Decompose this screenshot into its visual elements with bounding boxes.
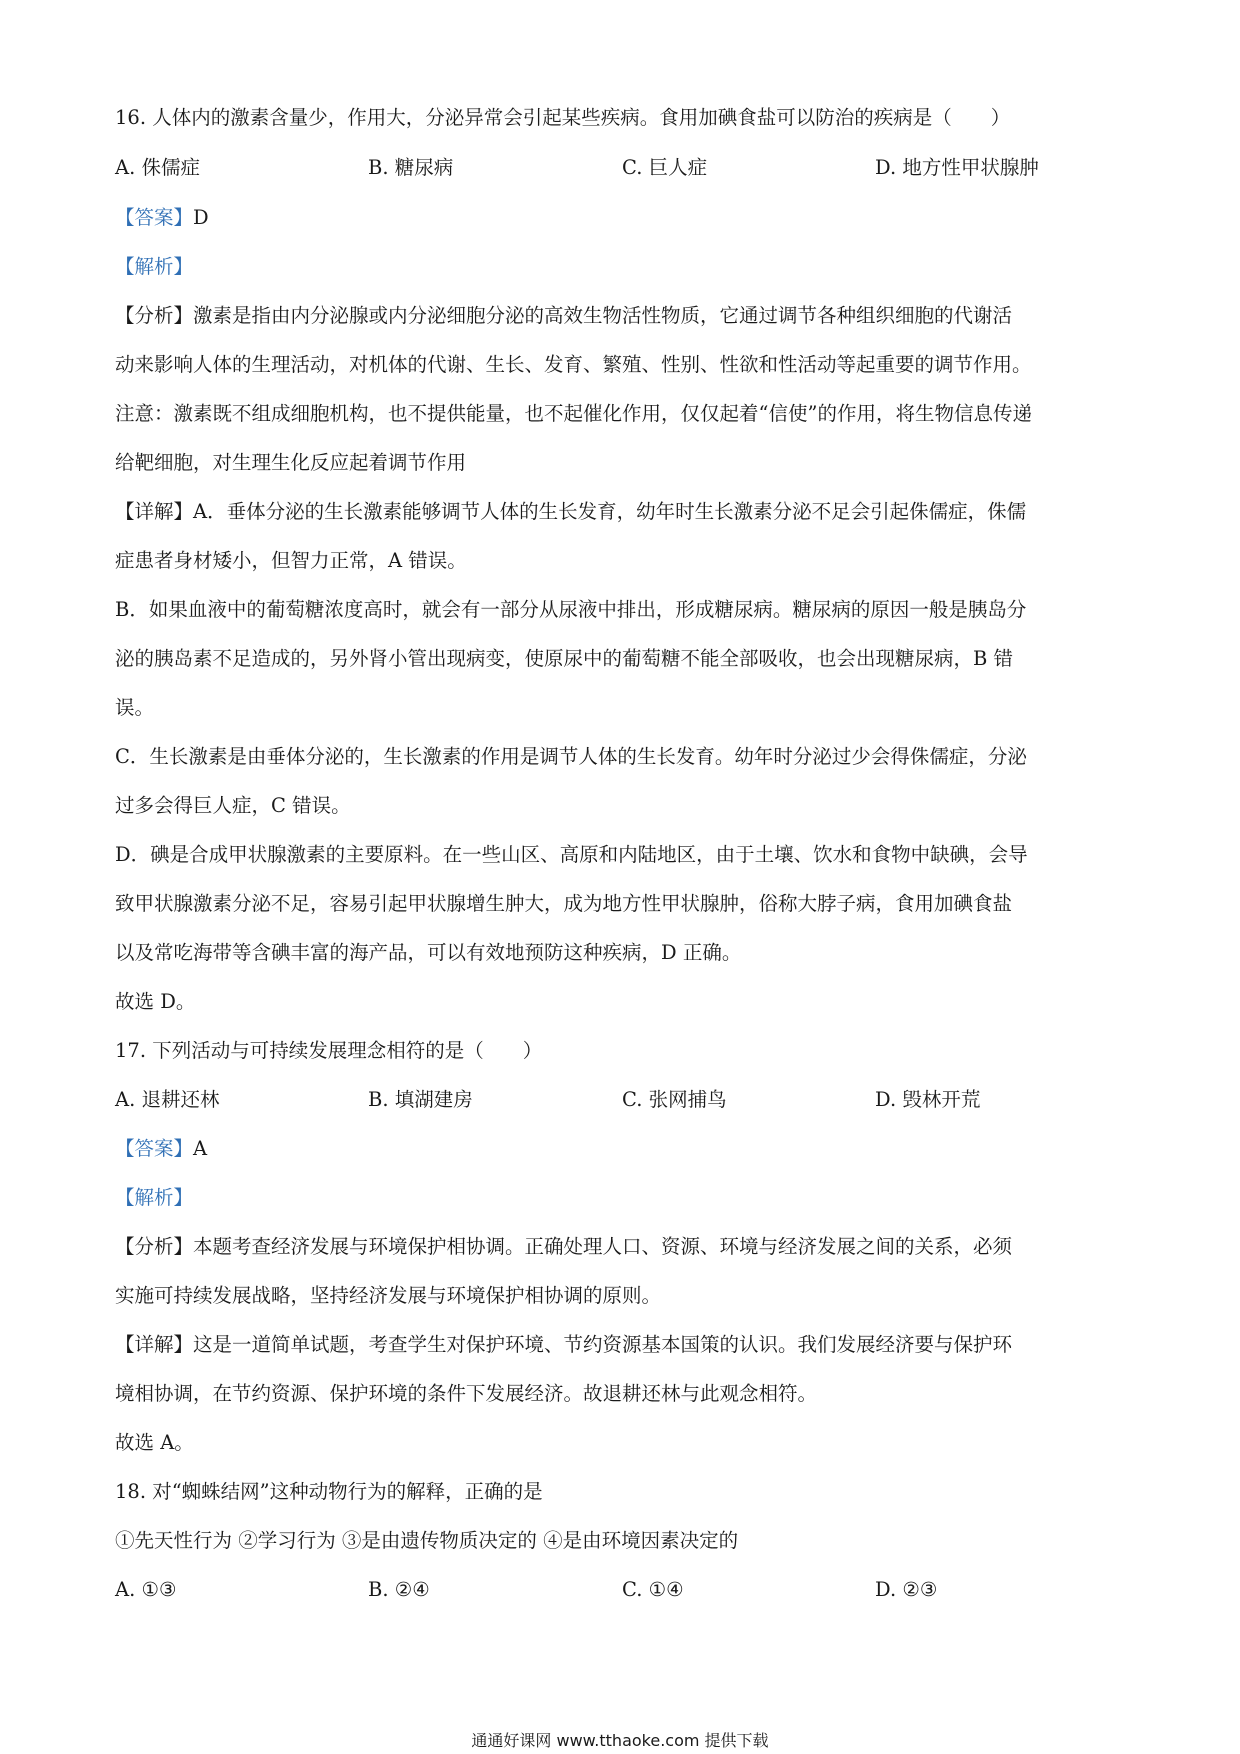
q16-option-b: B. 糖尿病 <box>368 156 454 179</box>
q16-answer-value: D <box>193 206 209 229</box>
q17-answer-value: A <box>193 1137 208 1160</box>
q18-option-a: A. ①③ <box>115 1578 177 1601</box>
q17-fenxi-text: 本题考查经济发展与环境保护相协调。正确处理人口、资源、环境与经济发展之间的关系，必须 <box>193 1235 1013 1258</box>
page-footer: 通通好课网 www.tthaoke.com 提供下载 <box>471 1731 769 1750</box>
fenxi-label: 【分析】 <box>115 304 194 327</box>
detail-label: 【详解】 <box>115 500 194 523</box>
q16-fenxi-line-1 <box>115 303 1012 329</box>
q16-option-a: A. 侏儒症 <box>115 156 200 179</box>
q17-analysis-heading <box>115 1185 193 1211</box>
q16-fenxi-line-3: 注意：激素既不组成细胞机构，也不提供能量，也不起催化作用，仅仅起着“信使”的作用，将生物信息传递 <box>115 402 1032 425</box>
q16-fenxi-line-4: 给靶细胞，对生理生化反应起着调节作用 <box>115 451 467 474</box>
q16-detail-line-5: 误。 <box>115 696 155 719</box>
answer-label: 【答案】 <box>115 206 194 229</box>
q16-detail-text: A．垂体分泌的生长激素能够调节人体的生长发育，幼年时生长激素分泌不足会引起侏儒症，侏儒 <box>193 500 1027 523</box>
q17-detail-line-2: 境相协调，在节约资源、保护环境的条件下发展经济。故退耕还林与此观念相符。 <box>115 1382 818 1405</box>
q17-option-a: A. 退耕还林 <box>115 1088 220 1111</box>
q17-answer <box>115 1136 207 1162</box>
q16-detail-line-9: 致甲状腺激素分泌不足，容易引起甲状腺增生肿大，成为地方性甲状腺肿，俗称大脖子病，食用加碘食盐 <box>115 892 1013 915</box>
q17-detail-text: 这是一道简单试题，考查学生对保护环境、节约资源基本国策的认识。我们发展经济要与保护环 <box>193 1333 1013 1356</box>
q16-fenxi-line-2: 动来影响人体的生理活动，对机体的代谢、生长、发育、繁殖、性别、性欲和性活动等起重要的调节作用。 <box>115 353 1032 376</box>
q16-option-d: D. 地方性甲状腺肿 <box>875 156 1039 179</box>
q17-detail-line-1 <box>115 1332 1012 1358</box>
q16-detail-line-1 <box>115 499 1026 525</box>
q17-conclusion: 故选 A。 <box>115 1431 194 1454</box>
q18-option-c: C. ①④ <box>622 1578 684 1601</box>
q16-detail-line-4: 泌的胰岛素不足造成的，另外肾小管出现病变，使原尿中的葡萄糖不能全部吸收，也会出现糖尿病，B 错 <box>115 647 1014 670</box>
q17-option-d: D. 毁林开荒 <box>875 1088 981 1111</box>
q17-option-b: B. 填湖建房 <box>368 1088 473 1111</box>
q16-stem: 16. 人体内的激素含量少，作用大，分泌异常会引起某些疾病。食用加碘食盐可以防治的疾病是（ ） <box>115 106 1011 129</box>
analysis-label: 【解析】 <box>115 1186 194 1209</box>
fenxi-label: 【分析】 <box>115 1235 194 1258</box>
q18-option-b: B. ②④ <box>368 1578 430 1601</box>
q16-conclusion: 故选 D。 <box>115 990 196 1013</box>
q16-detail-line-8: D．碘是合成甲状腺激素的主要原料。在一些山区、高原和内陆地区，由于土壤、饮水和食物中缺碘，会导 <box>115 843 1028 866</box>
q17-option-c: C. 张网捕鸟 <box>622 1088 727 1111</box>
q18-stem: 18. 对“蜘蛛结网”这种动物行为的解释，正确的是 <box>115 1480 543 1503</box>
answer-label: 【答案】 <box>115 1137 194 1160</box>
q16-answer <box>115 205 209 231</box>
q18-option-d: D. ②③ <box>875 1578 938 1601</box>
q17-fenxi-line-2: 实施可持续发展战略，坚持经济发展与环境保护相协调的原则。 <box>115 1284 662 1307</box>
q16-detail-line-3: B．如果血液中的葡萄糖浓度高时，就会有一部分从尿液中排出，形成糖尿病。糖尿病的原因一般是胰岛分 <box>115 598 1027 621</box>
q16-option-c: C. 巨人症 <box>622 156 708 179</box>
q17-fenxi-line-1 <box>115 1234 1012 1260</box>
q16-detail-line-6: C．生长激素是由垂体分泌的，生长激素的作用是调节人体的生长发育。幼年时分泌过少会得侏儒症，分泌 <box>115 745 1027 768</box>
q16-analysis-heading <box>115 254 193 280</box>
detail-label: 【详解】 <box>115 1333 194 1356</box>
q16-fenxi-text: 激素是指由内分泌腺或内分泌细胞分泌的高效生物活性物质，它通过调节各种组织细胞的代谢活 <box>193 304 1013 327</box>
analysis-label: 【解析】 <box>115 255 194 278</box>
q18-statements: ①先天性行为 ②学习行为 ③是由遗传物质决定的 ④是由环境因素决定的 <box>115 1529 739 1552</box>
q16-detail-line-2: 症患者身材矮小，但智力正常，A 错误。 <box>115 549 467 572</box>
q17-stem: 17. 下列活动与可持续发展理念相符的是（ ） <box>115 1039 543 1062</box>
q16-detail-line-10: 以及常吃海带等含碘丰富的海产品，可以有效地预防这种疾病，D 正确。 <box>115 941 742 964</box>
q16-detail-line-7: 过多会得巨人症，C 错误。 <box>115 794 351 817</box>
